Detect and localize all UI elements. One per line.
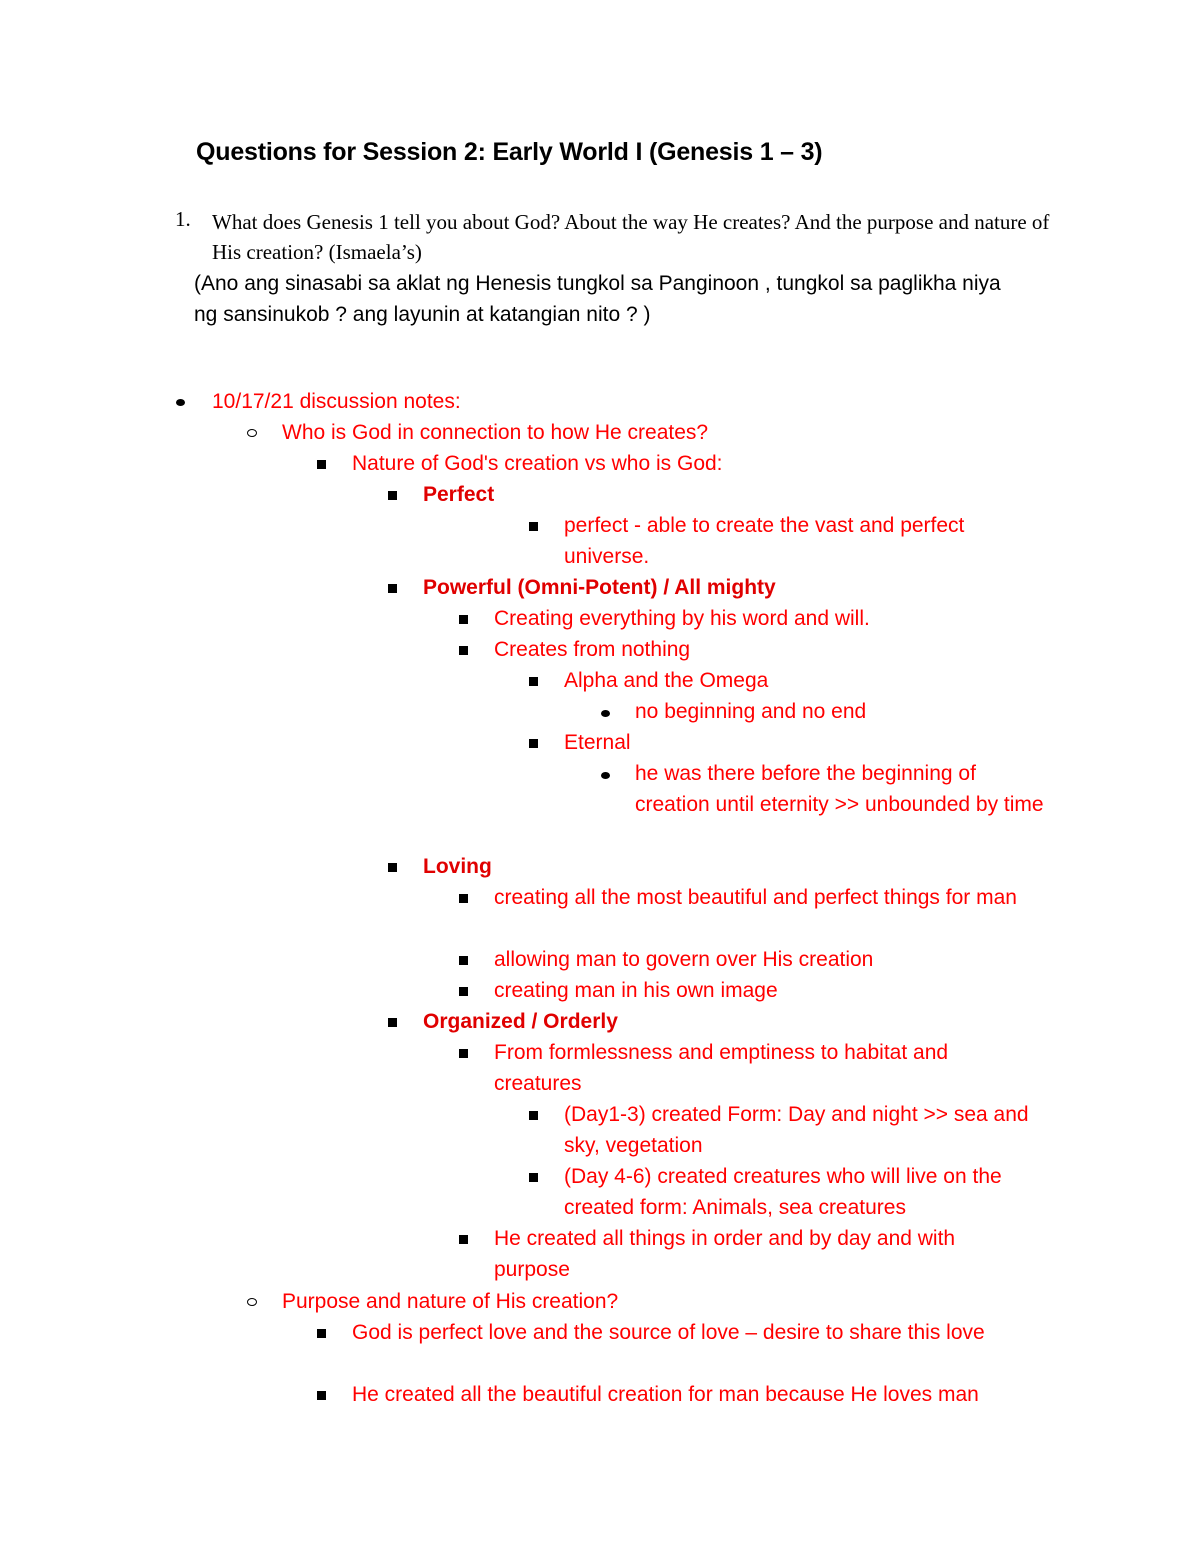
notes-heading: 10/17/21 discussion notes: — [212, 390, 461, 413]
square-bullet-icon — [388, 584, 397, 593]
list-item: allowing man to govern over His creation — [494, 948, 874, 971]
list-item: God is perfect love and the source of love – desire to share this love — [352, 1321, 985, 1344]
list-item: creating all the most beautiful and perfect things for man — [494, 886, 1017, 909]
square-bullet-icon — [529, 1111, 538, 1120]
square-bullet-icon — [529, 522, 538, 531]
list-item: Eternal — [564, 731, 631, 754]
list-item: no beginning and no end — [635, 700, 867, 723]
square-bullet-icon — [459, 956, 468, 965]
list-item: From formlessness and emptiness to habitat and creatures — [494, 1041, 949, 1095]
square-bullet-icon — [529, 739, 538, 748]
square-bullet-icon — [317, 460, 326, 469]
list-item: Creating everything by his word and will. — [494, 607, 870, 630]
list-item: He created all things in order and by day and with purpose — [494, 1227, 956, 1281]
list-item: Creates from nothing — [494, 638, 691, 661]
list-item: He created all the beautiful creation for man because He loves man — [352, 1383, 979, 1406]
attribute-heading: Powerful (Omni-Potent) / All mighty — [423, 576, 776, 599]
square-bullet-icon — [459, 615, 468, 624]
question-number: 1. — [175, 207, 191, 231]
list-item: creating man in his own image — [494, 979, 778, 1002]
square-bullet-icon — [459, 1049, 468, 1058]
square-bullet-icon — [388, 491, 397, 500]
square-bullet-icon — [459, 987, 468, 996]
disc-bullet-icon — [601, 710, 610, 717]
square-bullet-icon — [317, 1391, 326, 1400]
attribute-heading: Perfect — [423, 483, 495, 506]
list-item: Purpose and nature of His creation? — [282, 1290, 619, 1313]
list-item: (Day1-3) created Form: Day and night >> sea and sky, vegetation — [564, 1103, 1029, 1157]
square-bullet-icon — [388, 1018, 397, 1027]
square-bullet-icon — [388, 863, 397, 872]
square-bullet-icon — [529, 677, 538, 686]
list-item: (Day 4-6) created creatures who will live on the created form: Animals, sea creatures — [564, 1165, 1002, 1219]
list-item: Alpha and the Omega — [564, 669, 769, 692]
square-bullet-icon — [459, 1235, 468, 1244]
circle-bullet-icon — [247, 429, 257, 437]
question-translation: (Ano ang sinasabi sa aklat ng Henesis tungkol sa Panginoon , tungkol sa paglikha niya ng sansinukob ? ang layunin at katangian nito ? ) — [194, 272, 1001, 326]
list-item: he was there before the beginning of creation until eternity >> unbounded by time — [635, 762, 1044, 816]
square-bullet-icon — [459, 646, 468, 655]
square-bullet-icon — [459, 894, 468, 903]
attribute-heading: Loving — [423, 855, 492, 878]
list-item: Nature of God's creation vs who is God: — [352, 452, 723, 475]
attribute-heading: Organized / Orderly — [423, 1010, 618, 1033]
square-bullet-icon — [317, 1329, 326, 1338]
list-item: perfect - able to create the vast and perfect universe. — [564, 514, 965, 568]
question-text: What does Genesis 1 tell you about God? About the way He creates? And the purpose and nature of His creation? (Ismaela’s) — [212, 210, 1050, 264]
page-title: Questions for Session 2: Early World I (Genesis 1 – 3) — [196, 138, 823, 166]
circle-bullet-icon — [247, 1298, 257, 1306]
square-bullet-icon — [529, 1173, 538, 1182]
list-item: Who is God in connection to how He creates? — [282, 421, 709, 444]
disc-bullet-icon — [601, 772, 610, 779]
disc-bullet-icon — [176, 399, 185, 406]
